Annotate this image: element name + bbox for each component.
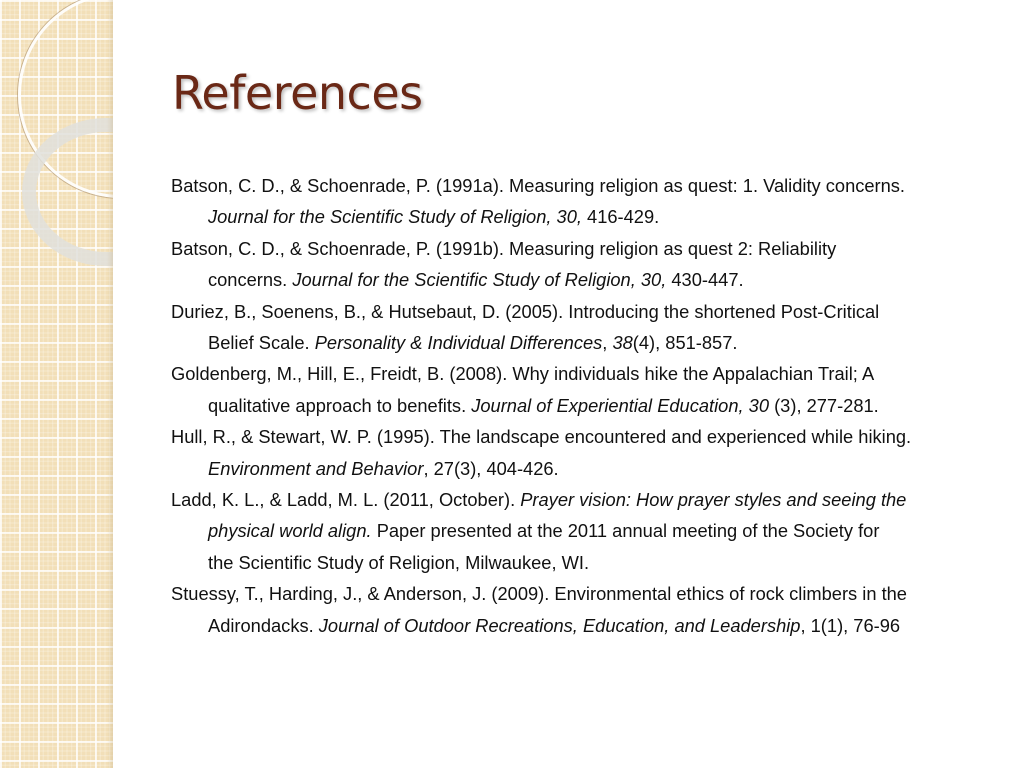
reference-italic-text: Journal of Outdoor Recreations, Education, and Leadership <box>318 614 801 636</box>
reference-text: , <box>602 332 613 354</box>
reference-text: the Scientific Study of Religion, Milwaukee, WI. <box>208 551 590 573</box>
reference-text: (4), 851-857. <box>632 332 738 354</box>
reference-line <box>171 358 1011 389</box>
reference-line <box>171 547 1011 578</box>
reference-line <box>171 296 1011 327</box>
reference-italic-text: 38 <box>612 332 633 354</box>
reference-line <box>171 484 1011 515</box>
reference-italic-text: Journal for the Scientific Study of Religion, 30, <box>208 206 582 228</box>
reference-text: qualitative approach to benefits. <box>208 394 472 416</box>
reference-line <box>171 390 1011 421</box>
reference-text: Belief Scale. <box>208 332 315 354</box>
reference-line <box>171 264 1011 295</box>
reference-text: Batson, C. D., & Schoenrade, P. (1991b). Measuring religion as quest 2: Reliability <box>171 237 837 259</box>
reference-italic-text: Journal for the Scientific Study of Religion, 30, <box>292 269 667 291</box>
reference-line <box>171 453 1011 484</box>
reference-text: Hull, R., & Stewart, W. P. (1995). The landscape encountered and experienced while hiking. <box>171 426 912 448</box>
reference-line <box>171 327 1011 358</box>
reference-italic-text: Personality & Individual Differences <box>314 332 603 354</box>
reference-line <box>171 170 1011 201</box>
reference-line <box>171 233 1011 264</box>
reference-line <box>171 610 1011 641</box>
reference-line <box>171 201 1011 232</box>
reference-text: 416-429. <box>581 206 660 228</box>
reference-text: , 27(3), 404-426. <box>423 457 559 479</box>
reference-text: Goldenberg, M., Hill, E., Freidt, B. (2008). Why individuals hike the Appalachian Trail; A <box>171 363 875 385</box>
reference-item <box>171 484 1011 578</box>
reference-text: Duriez, B., Soenens, B., & Hutsebaut, D. (2005). Introducing the shortened Post-Critical <box>171 300 880 322</box>
reference-line <box>171 515 1011 546</box>
reference-item <box>171 233 1011 296</box>
reference-text: Stuessy, T., Harding, J., & Anderson, J. (2009). Environmental ethics of rock climbers in the <box>171 583 907 605</box>
reference-italic-text: Prayer vision: How prayer styles and seeing the <box>520 489 907 511</box>
reference-text: (3), 277-281. <box>769 394 879 416</box>
reference-text: 430-447. <box>666 269 744 291</box>
reference-line <box>171 421 1011 452</box>
reference-text: Ladd, K. L., & Ladd, M. L. (2011, October). <box>171 489 521 511</box>
reference-italic-text: Environment and Behavior <box>208 457 424 479</box>
reference-item <box>171 358 1011 421</box>
reference-italic-text: physical world align. <box>208 520 372 542</box>
reference-text: Paper presented at the 2011 annual meeting of the Society for <box>371 520 880 542</box>
reference-italic-text: Journal of Experiential Education, 30 <box>471 394 770 416</box>
reference-text: Batson, C. D., & Schoenrade, P. (1991a). Measuring religion as quest: 1. Validity concerns. <box>171 175 906 196</box>
reference-text: concerns. <box>208 269 293 291</box>
reference-text: Adirondacks. <box>208 614 319 636</box>
reference-line <box>171 578 1011 609</box>
reference-item <box>171 578 1011 641</box>
reference-list <box>171 170 1011 641</box>
slide-title: References <box>172 66 423 120</box>
reference-item <box>171 296 1011 359</box>
reference-item <box>171 170 1011 233</box>
reference-text: , 1(1), 76-96 <box>800 614 901 636</box>
decorative-sidebar <box>0 0 113 768</box>
reference-item <box>171 421 1011 484</box>
